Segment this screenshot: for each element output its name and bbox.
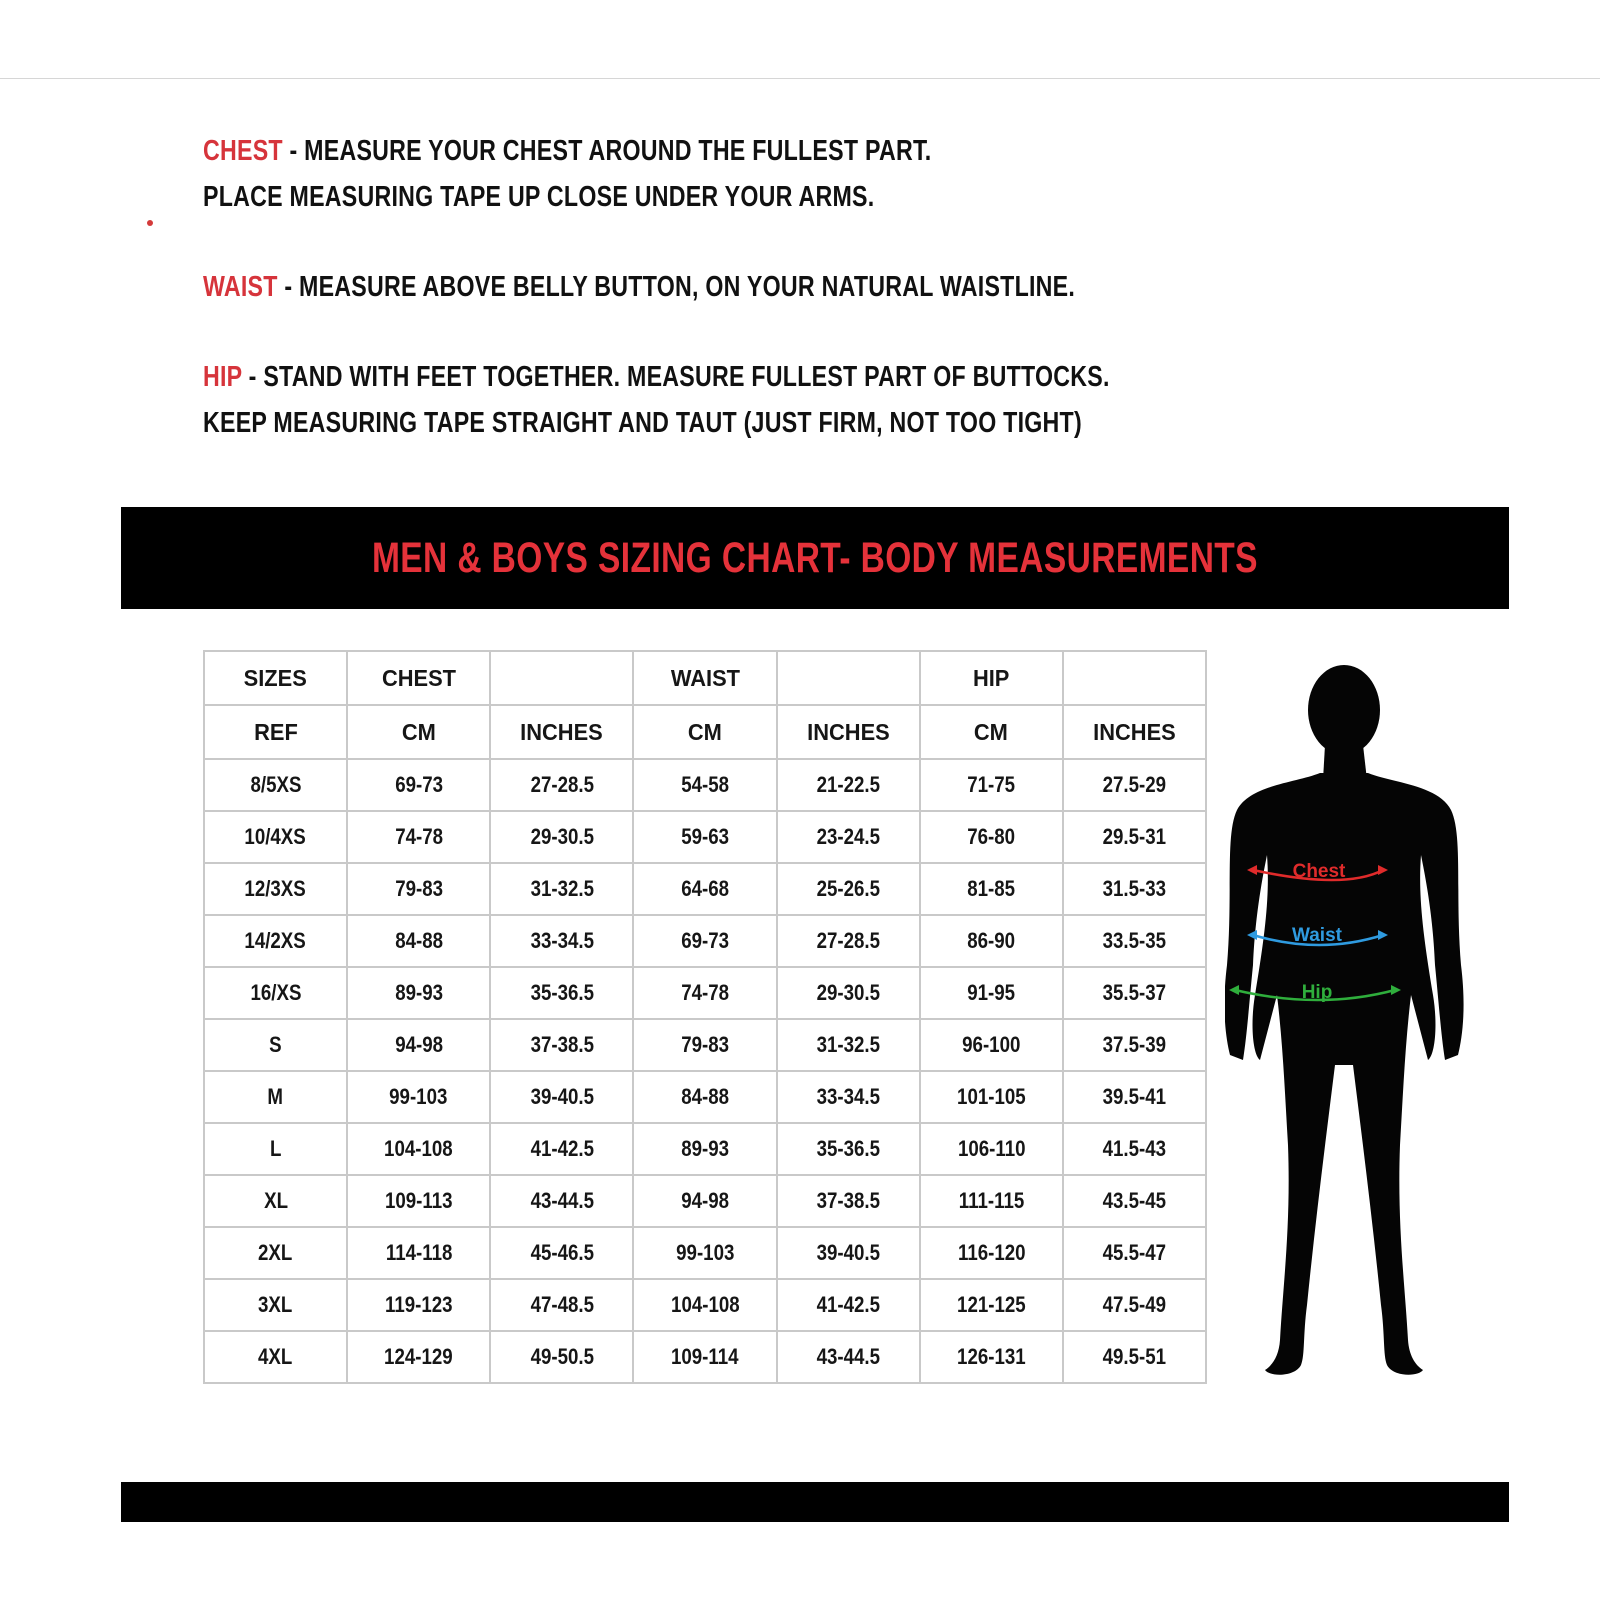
table-cell: 39-40.5 bbox=[777, 1227, 920, 1279]
table-cell: 31-32.5 bbox=[777, 1019, 920, 1071]
table-cell: 35-36.5 bbox=[490, 967, 633, 1019]
table-cell: 3XL bbox=[204, 1279, 347, 1331]
table-cell: 29.5-31 bbox=[1063, 811, 1206, 863]
table-cell: 89-93 bbox=[347, 967, 490, 1019]
table-cell: 27-28.5 bbox=[777, 915, 920, 967]
waist-instruction-line1 bbox=[203, 264, 1123, 310]
table-cell: 116-120 bbox=[920, 1227, 1063, 1279]
table-cell: 94-98 bbox=[633, 1175, 776, 1227]
table-cell: 23-24.5 bbox=[777, 811, 920, 863]
table-cell: 124-129 bbox=[347, 1331, 490, 1383]
table-cell: 29-30.5 bbox=[490, 811, 633, 863]
table-cell: 111-115 bbox=[920, 1175, 1063, 1227]
subheader-cell: INCHES bbox=[1063, 705, 1206, 759]
waist-instruction-text: - MEASURE ABOVE BELLY BUTTON, ON YOUR NATURAL WAISTLINE. bbox=[277, 271, 1076, 303]
table-cell: 39-40.5 bbox=[490, 1071, 633, 1123]
red-dot bbox=[147, 220, 153, 226]
table-row bbox=[204, 863, 1206, 915]
table-row bbox=[204, 1019, 1206, 1071]
table-row bbox=[204, 1175, 1206, 1227]
table-subheader-row bbox=[204, 705, 1206, 759]
chart-title: MEN & BOYS SIZING CHART- BODY MEASUREMENTS bbox=[371, 533, 1259, 582]
table-cell: 84-88 bbox=[633, 1071, 776, 1123]
chest-instruction-text: - MEASURE YOUR CHEST AROUND THE FULLEST PART. bbox=[282, 135, 932, 167]
table-cell: 12/3XS bbox=[204, 863, 347, 915]
hip-keyword: HIP bbox=[203, 361, 242, 393]
table-cell: 76-80 bbox=[920, 811, 1063, 863]
table-cell: 35.5-37 bbox=[1063, 967, 1206, 1019]
silhouette-icon bbox=[1225, 665, 1464, 1375]
table-cell: 41-42.5 bbox=[490, 1123, 633, 1175]
table-cell: M bbox=[204, 1071, 347, 1123]
table-cell: 41.5-43 bbox=[1063, 1123, 1206, 1175]
table-cell: 121-125 bbox=[920, 1279, 1063, 1331]
table-cell: 86-90 bbox=[920, 915, 1063, 967]
hip-instruction-line2: KEEP MEASURING TAPE STRAIGHT AND TAUT (JUST FIRM, NOT TOO TIGHT) bbox=[203, 407, 1082, 439]
table-cell: 21-22.5 bbox=[777, 759, 920, 811]
table-cell: 126-131 bbox=[920, 1331, 1063, 1383]
table-cell: 47.5-49 bbox=[1063, 1279, 1206, 1331]
table-cell: S bbox=[204, 1019, 347, 1071]
subheader-cell: INCHES bbox=[777, 705, 920, 759]
table-cell: 84-88 bbox=[347, 915, 490, 967]
table-cell: 14/2XS bbox=[204, 915, 347, 967]
waist-keyword: WAIST bbox=[203, 271, 278, 303]
table-cell: 45.5-47 bbox=[1063, 1227, 1206, 1279]
header-cell: WAIST bbox=[633, 651, 776, 705]
header-cell: SIZES bbox=[204, 651, 347, 705]
hip-instruction-line1 bbox=[203, 354, 1123, 400]
table-row bbox=[204, 759, 1206, 811]
table-cell: 94-98 bbox=[347, 1019, 490, 1071]
table-cell: 74-78 bbox=[633, 967, 776, 1019]
hip-label: Hip bbox=[1301, 982, 1333, 1003]
table-cell: 69-73 bbox=[347, 759, 490, 811]
chest-keyword: CHEST bbox=[203, 135, 283, 167]
hip-instruction-text: - STAND WITH FEET TOGETHER. MEASURE FULLEST PART OF BUTTOCKS. bbox=[241, 361, 1110, 393]
table-row bbox=[204, 967, 1206, 1019]
table-cell: 45-46.5 bbox=[490, 1227, 633, 1279]
table-cell: 43-44.5 bbox=[777, 1331, 920, 1383]
table-cell: 10/4XS bbox=[204, 811, 347, 863]
chest-instruction-line2: PLACE MEASURING TAPE UP CLOSE UNDER YOUR ARMS. bbox=[203, 181, 875, 213]
bottom-black-bar bbox=[121, 1482, 1509, 1522]
table-cell: 43-44.5 bbox=[490, 1175, 633, 1227]
table-row bbox=[204, 1227, 1206, 1279]
table-cell: 96-100 bbox=[920, 1019, 1063, 1071]
table-cell: 49-50.5 bbox=[490, 1331, 633, 1383]
table-cell: 64-68 bbox=[633, 863, 776, 915]
table-cell: 106-110 bbox=[920, 1123, 1063, 1175]
table-cell: 104-108 bbox=[633, 1279, 776, 1331]
table-cell: 8/5XS bbox=[204, 759, 347, 811]
table-row bbox=[204, 1123, 1206, 1175]
table-cell: 49.5-51 bbox=[1063, 1331, 1206, 1383]
table-cell: 104-108 bbox=[347, 1123, 490, 1175]
header-cell: HIP bbox=[920, 651, 1063, 705]
table-cell: 71-75 bbox=[920, 759, 1063, 811]
table-cell: 31-32.5 bbox=[490, 863, 633, 915]
table-cell: 109-113 bbox=[347, 1175, 490, 1227]
table-row bbox=[204, 1279, 1206, 1331]
table-header-row bbox=[204, 651, 1206, 705]
subheader-cell: REF bbox=[204, 705, 347, 759]
chest-label: Chest bbox=[1292, 861, 1346, 882]
table-cell: 37-38.5 bbox=[490, 1019, 633, 1071]
body-silhouette-figure bbox=[1225, 665, 1465, 1395]
sizing-table bbox=[203, 650, 1207, 1384]
table-cell: 16/XS bbox=[204, 967, 347, 1019]
table-row bbox=[204, 1331, 1206, 1383]
subheader-cell: CM bbox=[347, 705, 490, 759]
table-row bbox=[204, 915, 1206, 967]
subheader-cell: INCHES bbox=[490, 705, 633, 759]
table-cell: 33-34.5 bbox=[777, 1071, 920, 1123]
table-cell: 29-30.5 bbox=[777, 967, 920, 1019]
table-cell: 79-83 bbox=[633, 1019, 776, 1071]
table-cell: 99-103 bbox=[347, 1071, 490, 1123]
subheader-cell: CM bbox=[920, 705, 1063, 759]
header-cell bbox=[1063, 651, 1206, 705]
top-divider bbox=[0, 78, 1600, 79]
table-cell: 101-105 bbox=[920, 1071, 1063, 1123]
table-row bbox=[204, 1071, 1206, 1123]
table-cell: 41-42.5 bbox=[777, 1279, 920, 1331]
table-cell: 79-83 bbox=[347, 863, 490, 915]
table-cell: 33-34.5 bbox=[490, 915, 633, 967]
table-cell: 4XL bbox=[204, 1331, 347, 1383]
table-cell: 25-26.5 bbox=[777, 863, 920, 915]
table-cell: 27-28.5 bbox=[490, 759, 633, 811]
table-cell: 59-63 bbox=[633, 811, 776, 863]
table-cell: L bbox=[204, 1123, 347, 1175]
header-cell: CHEST bbox=[347, 651, 490, 705]
table-cell: 33.5-35 bbox=[1063, 915, 1206, 967]
table-cell: 35-36.5 bbox=[777, 1123, 920, 1175]
table-cell: 31.5-33 bbox=[1063, 863, 1206, 915]
waist-label: Waist bbox=[1292, 925, 1342, 946]
subheader-cell: CM bbox=[633, 705, 776, 759]
chest-instruction-line1 bbox=[203, 128, 1123, 174]
title-banner bbox=[121, 507, 1509, 609]
table-cell: 54-58 bbox=[633, 759, 776, 811]
table-cell: 81-85 bbox=[920, 863, 1063, 915]
table-cell: 37-38.5 bbox=[777, 1175, 920, 1227]
table-cell: 114-118 bbox=[347, 1227, 490, 1279]
table-cell: 99-103 bbox=[633, 1227, 776, 1279]
table-cell: 47-48.5 bbox=[490, 1279, 633, 1331]
header-cell bbox=[777, 651, 920, 705]
table-cell: 43.5-45 bbox=[1063, 1175, 1206, 1227]
table-cell: 2XL bbox=[204, 1227, 347, 1279]
table-cell: 39.5-41 bbox=[1063, 1071, 1206, 1123]
table-cell: 91-95 bbox=[920, 967, 1063, 1019]
table-cell: 109-114 bbox=[633, 1331, 776, 1383]
measurement-instructions bbox=[203, 128, 1353, 446]
table-cell: XL bbox=[204, 1175, 347, 1227]
table-cell: 119-123 bbox=[347, 1279, 490, 1331]
table-cell: 74-78 bbox=[347, 811, 490, 863]
table-cell: 69-73 bbox=[633, 915, 776, 967]
table-cell: 27.5-29 bbox=[1063, 759, 1206, 811]
table-cell: 89-93 bbox=[633, 1123, 776, 1175]
table-cell: 37.5-39 bbox=[1063, 1019, 1206, 1071]
table-row bbox=[204, 811, 1206, 863]
header-cell bbox=[490, 651, 633, 705]
